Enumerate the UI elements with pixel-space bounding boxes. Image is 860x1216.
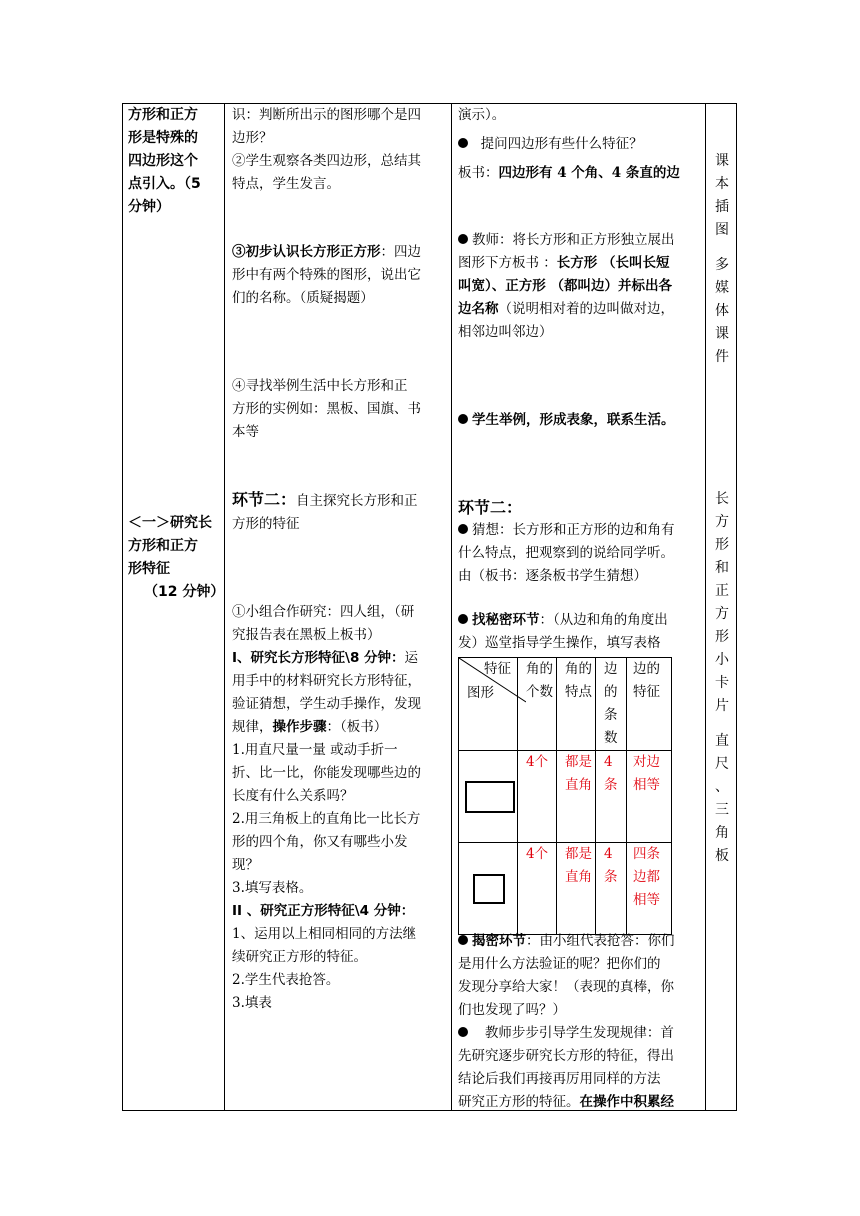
text-line: 2.用三角板上的直角比一比长方 [232, 811, 421, 827]
bold-text: 揭密环节 [472, 933, 526, 949]
text-line: 由（板书：逐条板书学生猜想） [458, 568, 647, 584]
text-line: 边形？ [232, 130, 273, 146]
vertical-char: 方 [715, 514, 729, 530]
bold-text: II 、研究正方形特征\4 分钟： [232, 903, 415, 919]
text-line: 识：判断所出示的图形哪个是四 [232, 107, 421, 123]
vertical-char: 课 [715, 326, 729, 342]
text-line: ＜一＞研究长 [128, 515, 212, 531]
vertical-char: 三 [715, 802, 729, 818]
vertical-char: 板 [715, 848, 729, 864]
header-label: 图形 [467, 685, 494, 701]
table-cell: 4个 [518, 843, 557, 935]
text: 图形下方板书 ： [458, 255, 557, 271]
text-line: 形是特殊的 [128, 130, 198, 146]
vertical-char: 角 [715, 825, 729, 841]
text-line: 形中有两个特殊的图形，说出它 [232, 267, 421, 283]
text-line: 们也发现了吗？） [458, 1002, 566, 1018]
text: ：（从边和角的角度出 [539, 612, 668, 628]
vertical-char: 形 [715, 537, 729, 553]
text-line: （12 分钟） [144, 584, 225, 600]
shape-cell [459, 751, 518, 843]
text-line: 特点，学生发言。 [232, 176, 340, 192]
bullet-icon [458, 234, 468, 244]
col3-teacher [458, 229, 700, 344]
vertical-char: 课 [715, 153, 729, 169]
text: 规律， [232, 719, 273, 735]
column-divider [705, 103, 706, 1111]
col2-part3 [232, 241, 448, 310]
col1-section [128, 512, 225, 604]
text-line: 长度有什么关系吗？ [232, 788, 354, 804]
text-line: 方形的实例如：黑板、国旗、书 [232, 401, 421, 417]
text-line: 现？ [232, 857, 259, 873]
text-line: 3.填写表格。 [232, 880, 313, 896]
bullet-icon [458, 935, 468, 945]
bold-text: 长方形 （长叫长短 [556, 255, 670, 271]
text: 提问四边形有些什么特征？ [480, 136, 643, 152]
table-cell: 都是直角 [557, 751, 596, 843]
table-cell: 4条 [596, 843, 627, 935]
feature-table [458, 657, 672, 935]
text: 猜想：长方形和正方形的边和角有 [472, 522, 675, 538]
vertical-char: 尺 [715, 756, 729, 772]
header-label: 特征 [484, 661, 511, 677]
col4-resources-bottom [712, 488, 732, 868]
bold-text: 在操作中积累经 [579, 1094, 674, 1110]
table-header-cell: 角的个数 [518, 658, 557, 751]
text: 研究正方形的特征。 [458, 1094, 580, 1110]
text: 板书： [458, 165, 499, 181]
table-row [459, 751, 672, 843]
text-line: 演示）。 [458, 107, 506, 123]
text-line: 四边形这个 [128, 153, 198, 169]
text-line: 先研究逐步研究长方形的特征，得出 [458, 1048, 674, 1064]
text-line: 相邻边叫邻边） [458, 324, 553, 340]
col2-part4 [232, 375, 448, 444]
text-line: 续研究正方形的特征。 [232, 949, 367, 965]
text-line: 1.用直尺量一量 或动手折一 [232, 742, 398, 758]
text-line: 什么特点，把观察到的说给同学听。 [458, 545, 674, 561]
bold-text: 叫宽）、正方形 （都叫边）并标出各 [458, 278, 672, 294]
text: 教师步步引导学生发现规律：首 [484, 1025, 674, 1041]
bold-text: ③初步认识长方形正方形 [232, 244, 381, 260]
text-line: 点引入。（5 [128, 176, 201, 192]
table-header-row [459, 658, 672, 751]
col3-part1 [458, 104, 700, 127]
text-line: 方形和正方 [128, 107, 198, 123]
text-line: 分钟） [128, 199, 170, 215]
text-line: ②学生观察各类四边形，总结其 [232, 153, 421, 169]
text: 运 [404, 650, 419, 666]
text-line: 本等 [232, 424, 259, 440]
col3-section2 [458, 496, 700, 588]
vertical-char [712, 242, 732, 254]
col2-activity [232, 601, 448, 1015]
bullet-icon [458, 1027, 468, 1037]
text-line: 2.学生代表抢答。 [232, 972, 340, 988]
rectangle-shape-icon [465, 781, 515, 813]
vertical-char: 图 [715, 222, 729, 238]
text-line: 究报告表在黑板上板书） [232, 627, 381, 643]
text-line: 方形和正方 [128, 538, 198, 554]
col4-resources-top [712, 150, 732, 369]
table-row [459, 843, 672, 935]
vertical-char: 媒 [715, 280, 729, 296]
vertical-char: 插 [715, 199, 729, 215]
vertical-char: 体 [715, 303, 729, 319]
table-header-cell: 边的特征 [627, 658, 672, 751]
text-line: 是用什么方法验证的呢？把你们的 [458, 956, 661, 972]
vertical-char: 件 [715, 349, 729, 365]
vertical-char: 正 [715, 583, 729, 599]
column-divider [451, 103, 452, 1111]
vertical-char: 卡 [715, 675, 729, 691]
bold-text: 四边形有 4 个角、4 条直的边 [498, 165, 680, 181]
text-line: 发现分享给大家！（表现的真棒，你 [458, 979, 674, 995]
bullet-icon [458, 614, 468, 624]
table-cell: 四条边都相等 [627, 843, 672, 935]
table-header-cell: 边的条数 [596, 658, 627, 751]
col3-students [458, 409, 700, 432]
bullet-icon [458, 524, 468, 534]
vertical-char: 片 [715, 698, 729, 714]
text-line: 验证猜想，学生动手操作，发现 [232, 696, 421, 712]
text-line: 用手中的材料研究长方形特征， [232, 673, 421, 689]
text-line: 们的名称。（质疑揭题） [232, 290, 374, 306]
table-cell: 对边相等 [627, 751, 672, 843]
text-line: 结论后我们再接再厉用同样的方法 [458, 1071, 661, 1087]
col3-reveal [458, 930, 700, 1114]
vertical-char: 、 [715, 779, 729, 795]
vertical-char: 和 [715, 560, 729, 576]
table-cell: 4个 [518, 751, 557, 843]
vertical-char: 长 [715, 491, 729, 507]
text-line: 折、比一比，你能发现哪些边的 [232, 765, 421, 781]
text: 自主探究长方形和正 [296, 493, 418, 509]
bold-text: 操作步骤 [272, 719, 327, 735]
section-heading: 环节二： [458, 498, 523, 517]
text: 教师：将长方形和正方形独立展出 [472, 232, 675, 248]
vertical-char [712, 718, 732, 730]
table-cell: 4条 [596, 751, 627, 843]
table-header-cell: 角的特点 [557, 658, 596, 751]
text: ：四边 [380, 244, 421, 260]
square-shape-icon [473, 874, 505, 904]
col1-intro [128, 104, 222, 219]
vertical-char: 形 [715, 629, 729, 645]
column-divider [224, 103, 225, 1111]
vertical-char: 多 [715, 257, 729, 273]
text-line: ④寻找举例生活中长方形和正 [232, 378, 408, 394]
text-line: 1、运用以上相同相同的方法继 [232, 926, 417, 942]
bold-text: 学生举例，形成表象，联系生活。 [472, 412, 675, 428]
bullet-icon [458, 138, 468, 148]
text-line: 形的四个角，你又有哪些小发 [232, 834, 408, 850]
bold-text: I、研究长方形特征\8 分钟： [232, 650, 405, 666]
shape-cell [459, 843, 518, 935]
text-line: ①小组合作研究：四人组，（研 [232, 604, 415, 620]
section-heading: 环节二： [232, 490, 297, 509]
text-line: 形特征 [128, 561, 170, 577]
col2-section2 [232, 488, 448, 536]
text: （说明相对着的边叫做对边， [498, 301, 674, 317]
text-line: 3.填表 [232, 995, 272, 1011]
bullet-icon [458, 414, 468, 424]
col3-secret [458, 609, 700, 655]
text-line: 方形的特征 [232, 516, 300, 532]
vertical-char: 本 [715, 176, 729, 192]
col2-part1 [232, 104, 448, 196]
bold-text: 找秘密环节 [472, 612, 540, 628]
text: ：（板书） [326, 719, 388, 735]
diagonal-header-cell [459, 658, 518, 751]
bold-text: 边名称 [458, 301, 499, 317]
vertical-char: 小 [715, 652, 729, 668]
text: ：由小组代表抢答：你们 [526, 933, 675, 949]
text-line: 发）巡堂指导学生操作，填写表格 [458, 635, 661, 651]
vertical-char: 直 [715, 733, 729, 749]
col3-question [458, 133, 700, 185]
table-cell: 都是直角 [557, 843, 596, 935]
vertical-char: 方 [715, 606, 729, 622]
